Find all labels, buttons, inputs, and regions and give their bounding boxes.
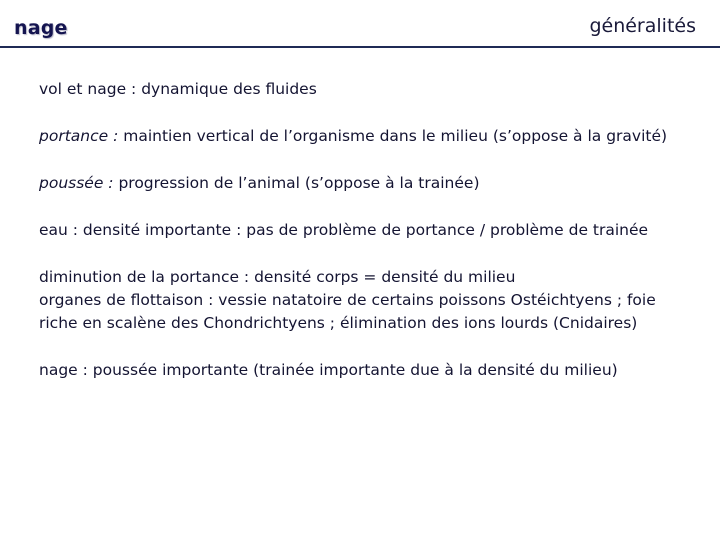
paragraph-water: eau : densité importante : pas de problème de portance / problème de trainée bbox=[39, 221, 649, 239]
header-divider bbox=[0, 46, 720, 48]
slide-header bbox=[0, 0, 720, 48]
paragraph-thrust bbox=[39, 172, 679, 195]
term-lift: portance : bbox=[39, 127, 119, 145]
slide-body bbox=[39, 78, 679, 406]
paragraph-lift bbox=[39, 125, 679, 148]
term-thrust: poussée : bbox=[39, 174, 114, 192]
slide-title: nage bbox=[14, 17, 68, 39]
section-label: généralités bbox=[589, 15, 696, 37]
paragraph-swimming: nage : poussée importante (trainée importante due à la densité du milieu) bbox=[39, 361, 618, 379]
buoyancy-line-1: diminution de la portance : densité corps = densité du milieu bbox=[39, 268, 516, 286]
lift-definition: maintien vertical de l’organisme dans le milieu (s’oppose à la gravité) bbox=[118, 127, 668, 145]
thrust-definition: progression de l’animal (s’oppose à la trainée) bbox=[113, 174, 480, 192]
buoyancy-line-2: organes de flottaison : vessie natatoire de certains poissons Ostéichtyens ; foie riche en scalène des Chondrichtyens ; élimination des ions lourds (Cnidaires) bbox=[39, 291, 656, 332]
paragraph-buoyancy bbox=[39, 266, 679, 335]
paragraph-fluid-dynamics: vol et nage : dynamique des fluides bbox=[39, 80, 317, 98]
